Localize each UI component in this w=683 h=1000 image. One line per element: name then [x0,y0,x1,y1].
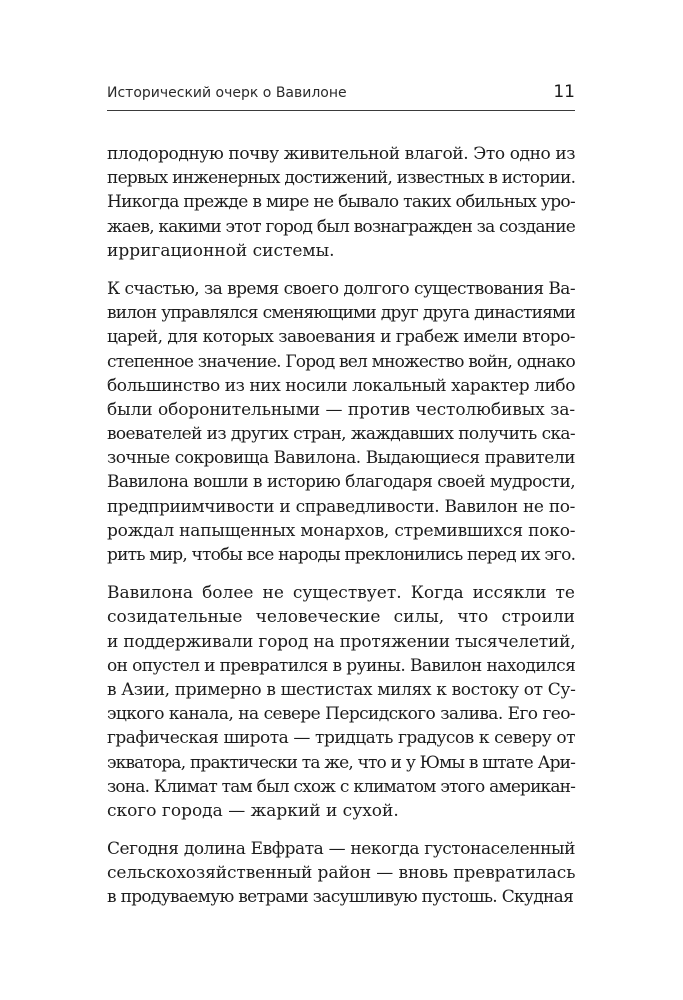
text-line: в продуваемую ветрами засушливую пустошь. Скудная [107,887,574,908]
running-title: Исторический очерк о Вавилоне [107,85,347,101]
text-line: первых инженерных достижений, известных в истории. [107,168,576,189]
text-line: в Азии, примерно в шестистах милях к востоку от Су- [107,679,576,700]
running-head [107,82,575,111]
text-line: К счастью, за время своего долгого существования Ва- [107,278,575,299]
page-number: 11 [553,82,575,102]
paragraph [107,837,575,910]
text-line: вилон управлялся сменяющими друг друга династиями [107,303,575,324]
text-line: зочные сокровища Вавилона. Выдающиеся правители [107,448,575,469]
text-line: Вавилона вошли в историю благодаря своей мудрости, [107,472,575,493]
body-text [107,142,575,924]
text-line: зона. Климат там был схож с климатом этого американ- [107,776,575,797]
text-line: были оборонительными — против честолюбивых за- [107,399,575,420]
text-line: Вавилона более не существует. Когда иссякли те [107,583,575,604]
text-line: Никогда прежде в мире не бывало таких обильных уро- [107,192,575,213]
text-line: графическая широта — тридцать градусов к северу от [107,728,575,749]
text-line: большинство из них носили локальный характер либо [107,375,575,396]
text-line: ского города — жаркий и сухой. [107,800,399,821]
text-line: рождал напыщенных монархов, стремившихся поко- [107,520,576,541]
text-line: экватора, практически та же, что и у Юмы в штате Ари- [107,752,575,773]
text-line: он опустел и превратился в руины. Вавилон находился [107,655,576,676]
text-line: плодородную почву живительной влагой. Это одно из [107,144,576,164]
paragraph [107,277,575,567]
text-line: созидательные человеческие силы, что строили [107,607,575,628]
paragraph [107,142,575,263]
text-line: воевателей из других стран, жаждавших получить ска- [107,424,575,445]
text-line: жаев, какими этот город был вознагражден за создание [107,216,575,237]
text-line: и поддерживали город на протяжении тысячелетий, [107,631,576,652]
text-line: степенное значение. Город вел множество войн, однако [107,351,575,372]
text-line: царей, для которых завоевания и грабеж имели второ- [107,327,575,348]
text-line: ирригационной системы. [107,240,335,261]
text-line: эцкого канала, на севере Персидского залива. Его гео- [107,704,575,725]
text-line: сельскохозяйственный район — вновь превратилась [107,863,576,884]
paragraph [107,581,575,823]
text-line: рить мир, чтобы все народы преклонились перед их эго. [107,545,576,565]
text-line: предприимчивости и справедливости. Вавилон не по- [107,496,575,517]
text-line: Сегодня долина Евфрата — некогда густонаселенный [107,839,575,860]
